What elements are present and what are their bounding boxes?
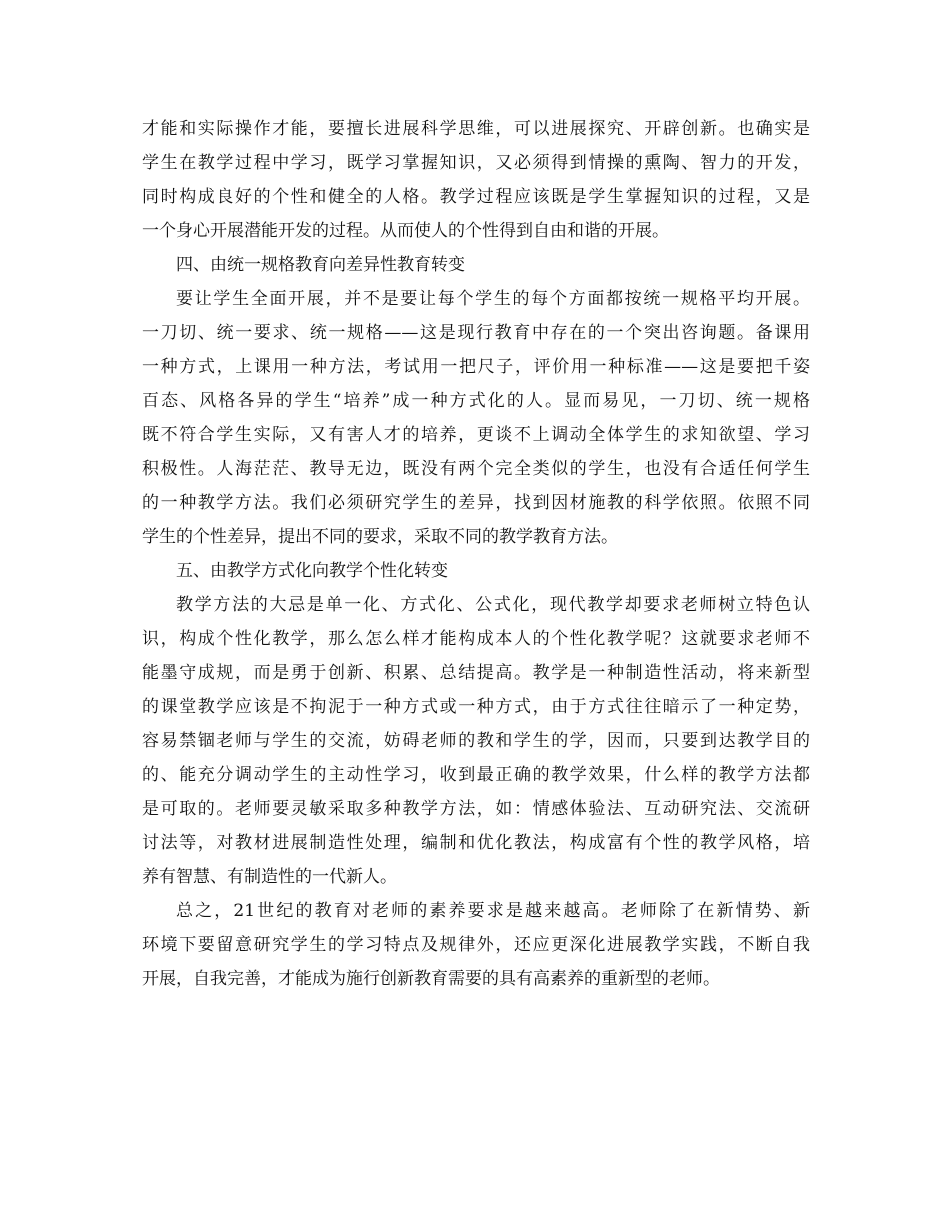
document-page [142,112,810,996]
body-paragraph [142,588,810,894]
text-line: 的一种教学方法。我们必须研究学生的差异，找到因材施教的科学依照。依照不同 [142,493,810,513]
text-line: 容易禁锢老师与学生的交流，妨碍老师的教和学生的学，因而，只要到达教学目的 [142,731,810,751]
text-line: 环境下要留意研究学生的学习特点及规律外，还应更深化进展教学实践，不断自我 [142,935,810,955]
text-line: 讨法等，对教材进展制造性处理，编制和优化教法，构成富有个性的教学风格，培 [142,833,810,853]
text-line: 要让学生全面开展，并不是要让每个学生的每个方面都按统一规格平均开展。 [176,289,810,309]
text-line: 是可取的。老师要灵敏采取多种教学方法，如：情感体验法、互动研究法、交流研 [142,799,810,819]
text-line: 总之，21世纪的教育对老师的素养要求是越来越高。老师除了在新情势、新 [176,901,810,921]
text-line: 既不符合学生实际，又有害人才的培养，更谈不上调动全体学生的求知欲望、学习 [142,425,810,445]
text-line: 一种方式，上课用一种方法，考试用一把尺子，评价用一种标准——这是要把千姿 [142,357,810,377]
section-heading-4 [142,248,810,282]
heading-text: 五、由教学方式化向教学个性化转变 [176,561,448,581]
text-line: 能墨守成规，而是勇于创新、积累、总结提高。教学是一种制造性活动，将来新型 [142,663,810,683]
text-line: 的课堂教学应该是不拘泥于一种方式或一种方式，由于方式往往暗示了一种定势， [142,697,810,717]
text-line: 学生的个性差异，提出不同的要求，采取不同的教学教育方法。 [142,527,618,547]
text-line: 积极性。人海茫茫、教导无边，既没有两个完全类似的学生，也没有合适任何学生 [142,459,810,479]
text-line: 一刀切、统一要求、统一规格——这是现行教育中存在的一个突出咨询题。备课用 [142,323,810,343]
body-paragraph [142,112,810,248]
text-line: 百态、风格各异的学生“培养”成一种方式化的人。显而易见，一刀切、统一规格 [142,391,810,411]
text-line: 教学方法的大忌是单一化、方式化、公式化，现代教学却要求老师树立特色认 [176,595,810,615]
text-line: 的、能充分调动学生的主动性学习，收到最正确的教学效果，什么样的教学方法都 [142,765,810,785]
text-line: 识，构成个性化教学，那么怎么样才能构成本人的个性化教学呢？这就要求老师不 [142,629,810,649]
heading-text: 四、由统一规格教育向差异性教育转变 [176,255,465,275]
body-paragraph [142,282,810,554]
text-line: 同时构成良好的个性和健全的人格。教学过程应该既是学生掌握知识的过程，又是 [142,187,810,207]
text-line: 才能和实际操作才能，要擅长进展科学思维，可以进展探究、开辟创新。也确实是 [142,119,810,139]
text-line: 学生在教学过程中学习，既学习掌握知识，又必须得到情操的熏陶、智力的开发， [142,153,810,173]
section-heading-5 [142,554,810,588]
conclusion-paragraph [142,894,810,996]
text-line: 一个身心开展潜能开发的过程。从而使人的个性得到自由和谐的开展。 [142,221,669,241]
text-line: 养有智慧、有制造性的一代新人。 [142,867,397,887]
text-line: 开展，自我完善，才能成为施行创新教育需要的具有高素养的重新型的老师。 [142,969,720,989]
